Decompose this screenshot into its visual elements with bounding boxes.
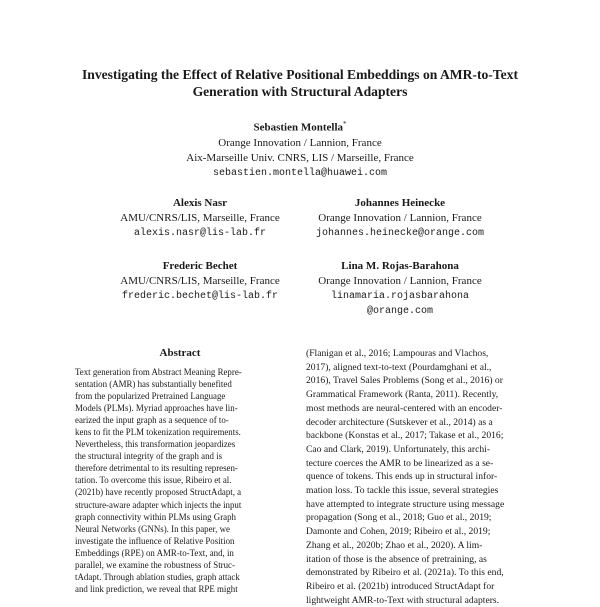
text-line: kens to fit the PLM tokenization requirements. [75, 427, 241, 438]
author-name: Sebastien Montella* [253, 120, 347, 134]
text-line: Zhang et al., 2020b; Zhao et al., 2020). A lim- [306, 539, 483, 551]
author-affiliation: Aix-Marseille Univ. CNRS, LIS / Marseille, France [186, 151, 414, 164]
author-affiliation: Orange Innovation / Lannion, France [318, 212, 482, 224]
text-line: earized the input graph as a sequence of to- [75, 415, 229, 426]
text-line: propagation (Song et al., 2018; Guo et al., 2019; [306, 512, 492, 524]
text-line: have attempted to integrate structure using message [306, 498, 505, 510]
text-line: Damonte and Cohen, 2019; Ribeiro et al., 2019; [306, 526, 491, 538]
text-line: Neural Networks (GNNs). In this paper, we [75, 523, 230, 534]
author-affiliation: AMU/CNRS/LIS, Marseille, France [120, 275, 280, 287]
author-affiliation: AMU/CNRS/LIS, Marseille, France [120, 212, 280, 224]
author-affiliation: Orange Innovation / Lannion, France [318, 275, 482, 287]
text-line: most methods are neural-centered with an encoder- [306, 402, 503, 414]
text-line: sentation (AMR) has substantially benefited [75, 379, 232, 390]
text-line: Grammatical Framework (Ranta, 2011). Recently, [306, 389, 499, 401]
text-line: structure-aware adapter which injects the input [75, 499, 242, 510]
text-line: tation. To overcome this issue, Ribeiro et al. [75, 475, 232, 486]
author-name: Johannes Heinecke [354, 197, 446, 209]
author-email[interactable]: @orange.com [366, 306, 433, 317]
text-line: Embeddings (RPE) on AMR-to-Text, and, in [75, 547, 234, 558]
author-block-heinecke [280, 196, 520, 241]
author-block-montella [150, 117, 450, 181]
title-line: Generation with Structural Adapters [192, 84, 408, 99]
text-line: the structural integrity of the graph and is [75, 451, 223, 462]
text-line: mation loss. To tackle this issue, several strategies [306, 485, 499, 497]
abstract-heading: Abstract [159, 347, 201, 359]
text-line: Ribeiro et al. (2021b) introduced StructAdapt for [306, 580, 495, 592]
text-line: tecture coerces the AMR to be linearized as a se- [306, 457, 494, 469]
text-line: Cao and Clark, 2019). Unfortunately, this archi- [306, 443, 491, 455]
text-line: therefore detrimental to its resulting represen- [75, 463, 238, 474]
author-email[interactable]: johannes.heinecke@orange.com [315, 228, 485, 239]
intro-text [306, 347, 534, 607]
author-affiliation: Orange Innovation / Lannion, France [218, 136, 382, 149]
text-line: Nevertheless, this transformation jeopardizes [75, 439, 236, 450]
author-email[interactable]: sebastien.montella@huawei.com [212, 167, 388, 179]
text-line: quence of tokens. This ends up in structural infor- [306, 471, 498, 483]
author-email[interactable]: alexis.nasr@lis-lab.fr [133, 228, 267, 239]
paper-title [40, 66, 560, 100]
title-line: Investigating the Effect of Relative Positional Embeddings on AMR-to-Text [82, 67, 518, 82]
author-block-rojas-barahona [280, 259, 520, 319]
text-line: lightweight AMR-to-Text with structural adapters. [306, 594, 500, 606]
text-line: itation of those is the absence of pretraining, as [306, 553, 487, 565]
text-line: and link prediction, we reveal that RPE might [75, 583, 238, 594]
text-line: backbone (Konstas et al., 2017; Takase et al., 2016; [306, 430, 504, 442]
text-line: (2021b) have recently proposed StructAdapt, a [75, 487, 242, 498]
text-line: 2017), aligned text-to-text (Pourdamghani et al., [306, 361, 492, 373]
text-line: Models (PLMs). Myriad approaches have lin- [75, 403, 238, 414]
author-name: Lina M. Rojas-Barahona [341, 260, 459, 272]
text-line: Text generation from Abstract Meaning Repre- [75, 367, 242, 377]
text-line: from the popularized Pretrained Language [75, 391, 226, 402]
text-line: investigate the influence of Relative Position [75, 535, 235, 546]
author-email[interactable]: linamaria.rojasbarahona [330, 291, 470, 302]
text-line: 2016), Travel Sales Problems (Song et al., 2016) or [306, 375, 503, 387]
text-line: demonstrated by Ribeiro et al. (2021a). To this end, [306, 567, 504, 579]
author-marker: * [343, 120, 347, 128]
abstract-text [75, 366, 285, 595]
author-name: Frederic Bechet [162, 260, 238, 272]
text-line: parallel, we examine the robustness of Struc- [75, 559, 235, 570]
author-name: Alexis Nasr [172, 197, 228, 209]
text-line: tAdapt. Through ablation studies, graph attack [75, 571, 240, 582]
author-email[interactable]: frederic.bechet@lis-lab.fr [121, 291, 279, 302]
text-line: (Flanigan et al., 2016; Lampouras and Vlachos, [306, 348, 489, 359]
text-line: graph connectivity within PLMs using Graph [75, 511, 236, 522]
text-line: decoder architecture (Sutskever et al., 2014) as a [306, 416, 493, 428]
